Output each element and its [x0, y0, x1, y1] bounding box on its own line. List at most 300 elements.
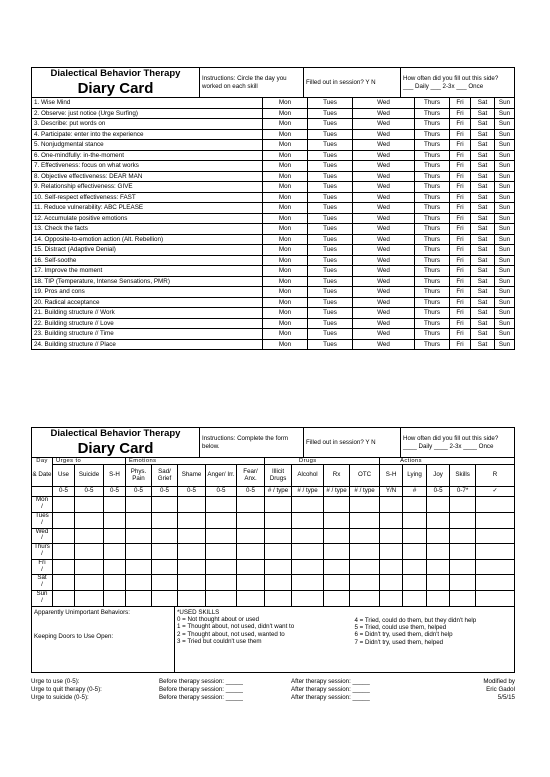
- entry-cell[interactable]: [450, 528, 476, 544]
- skill-day-sat[interactable]: Sat: [471, 318, 495, 329]
- skill-day-thurs[interactable]: Thurs: [415, 297, 450, 308]
- skill-day-sun[interactable]: Sun: [495, 297, 515, 308]
- entry-cell[interactable]: [75, 528, 104, 544]
- skill-day-tues[interactable]: Tues: [308, 150, 353, 161]
- skill-day-fri[interactable]: Fri: [450, 140, 471, 151]
- skill-day-tues[interactable]: Tues: [308, 266, 353, 277]
- skill-day-mon[interactable]: Mon: [263, 224, 308, 235]
- entry-cell[interactable]: [75, 544, 104, 560]
- entry-cell[interactable]: [292, 497, 324, 513]
- skill-day-tues[interactable]: Tues: [308, 297, 353, 308]
- entry-cell[interactable]: [53, 544, 75, 560]
- skill-day-sat[interactable]: Sat: [471, 150, 495, 161]
- skill-day-fri[interactable]: Fri: [450, 318, 471, 329]
- entry-cell[interactable]: [237, 590, 265, 606]
- skill-day-wed[interactable]: Wed: [353, 297, 415, 308]
- skill-day-sat[interactable]: Sat: [471, 161, 495, 172]
- skill-day-sun[interactable]: Sun: [495, 339, 515, 350]
- entry-cell[interactable]: [178, 544, 206, 560]
- skill-day-thurs[interactable]: Thurs: [415, 140, 450, 151]
- entry-cell[interactable]: [75, 559, 104, 575]
- skill-day-fri[interactable]: Fri: [450, 161, 471, 172]
- entry-cell[interactable]: [126, 575, 152, 591]
- skill-day-sun[interactable]: Sun: [495, 161, 515, 172]
- skill-name: 19. Pros and cons: [32, 287, 263, 298]
- entry-cell[interactable]: [265, 590, 292, 606]
- entry-cell[interactable]: [450, 512, 476, 528]
- entry-cell[interactable]: [380, 497, 403, 513]
- entry-cell[interactable]: [450, 544, 476, 560]
- skill-day-mon[interactable]: Mon: [263, 150, 308, 161]
- skill-day-sat[interactable]: Sat: [471, 213, 495, 224]
- entry-cell[interactable]: [292, 575, 324, 591]
- entry-cell[interactable]: [53, 559, 75, 575]
- entry-cell[interactable]: [403, 559, 427, 575]
- entry-cell[interactable]: [427, 559, 450, 575]
- skill-day-sat[interactable]: Sat: [471, 276, 495, 287]
- skill-day-thurs[interactable]: Thurs: [415, 266, 450, 277]
- entry-cell[interactable]: [75, 590, 104, 606]
- entry-cell[interactable]: [427, 512, 450, 528]
- skill-day-sat[interactable]: Sat: [471, 297, 495, 308]
- skill-day-tues[interactable]: Tues: [308, 339, 353, 350]
- skill-day-mon[interactable]: Mon: [263, 245, 308, 256]
- skill-day-sun[interactable]: Sun: [495, 98, 515, 109]
- entry-cell[interactable]: [206, 528, 237, 544]
- entry-cell[interactable]: [206, 575, 237, 591]
- entry-cell[interactable]: [237, 559, 265, 575]
- skill-day-thurs[interactable]: Thurs: [415, 203, 450, 214]
- entry-cell[interactable]: [104, 497, 126, 513]
- skill-day-thurs[interactable]: Thurs: [415, 224, 450, 235]
- skill-day-sun[interactable]: Sun: [495, 192, 515, 203]
- entry-cell[interactable]: [126, 528, 152, 544]
- skill-day-tues[interactable]: Tues: [308, 119, 353, 130]
- entry-cell[interactable]: [427, 528, 450, 544]
- entry-cell[interactable]: [403, 544, 427, 560]
- skill-day-sat[interactable]: Sat: [471, 171, 495, 182]
- skill-day-fri[interactable]: Fri: [450, 108, 471, 119]
- entry-cell[interactable]: [476, 590, 515, 606]
- entry-cell[interactable]: [324, 559, 350, 575]
- skill-day-sun[interactable]: Sun: [495, 276, 515, 287]
- entry-cell[interactable]: [403, 575, 427, 591]
- entry-cell[interactable]: [152, 497, 178, 513]
- skill-day-mon[interactable]: Mon: [263, 98, 308, 109]
- skill-day-sun[interactable]: Sun: [495, 245, 515, 256]
- skill-day-sat[interactable]: Sat: [471, 245, 495, 256]
- entry-cell[interactable]: [104, 512, 126, 528]
- entry-cell[interactable]: [450, 575, 476, 591]
- skill-day-sat[interactable]: Sat: [471, 129, 495, 140]
- skill-day-wed[interactable]: Wed: [353, 213, 415, 224]
- skill-day-mon[interactable]: Mon: [263, 329, 308, 340]
- skill-day-fri[interactable]: Fri: [450, 276, 471, 287]
- skill-day-tues[interactable]: Tues: [308, 255, 353, 266]
- entry-cell[interactable]: [450, 559, 476, 575]
- skill-day-mon[interactable]: Mon: [263, 161, 308, 172]
- skill-day-wed[interactable]: Wed: [353, 171, 415, 182]
- skill-day-fri[interactable]: Fri: [450, 255, 471, 266]
- skill-day-sun[interactable]: Sun: [495, 182, 515, 193]
- skill-day-thurs[interactable]: Thurs: [415, 182, 450, 193]
- entry-cell[interactable]: [53, 528, 75, 544]
- skill-day-fri[interactable]: Fri: [450, 245, 471, 256]
- entry-cell[interactable]: [104, 559, 126, 575]
- skill-day-tues[interactable]: Tues: [308, 234, 353, 245]
- skill-day-sat[interactable]: Sat: [471, 287, 495, 298]
- entry-cell[interactable]: [237, 544, 265, 560]
- entry-cell[interactable]: [237, 497, 265, 513]
- entry-cell[interactable]: [324, 497, 350, 513]
- skill-day-mon[interactable]: Mon: [263, 276, 308, 287]
- skill-day-mon[interactable]: Mon: [263, 182, 308, 193]
- skill-day-mon[interactable]: Mon: [263, 119, 308, 130]
- entry-cell[interactable]: [476, 528, 515, 544]
- skill-day-wed[interactable]: Wed: [353, 276, 415, 287]
- skill-day-sun[interactable]: Sun: [495, 129, 515, 140]
- skill-day-sun[interactable]: Sun: [495, 171, 515, 182]
- entry-cell[interactable]: [403, 512, 427, 528]
- entry-cell[interactable]: [126, 559, 152, 575]
- skill-day-thurs[interactable]: Thurs: [415, 108, 450, 119]
- skill-row: [32, 339, 515, 350]
- skill-day-mon[interactable]: Mon: [263, 297, 308, 308]
- entry-cell[interactable]: [324, 512, 350, 528]
- entry-cell[interactable]: [403, 590, 427, 606]
- skill-day-fri[interactable]: Fri: [450, 129, 471, 140]
- entry-cell[interactable]: [324, 544, 350, 560]
- entry-cell[interactable]: [350, 559, 380, 575]
- entry-cell[interactable]: [350, 512, 380, 528]
- entry-cell[interactable]: [75, 512, 104, 528]
- skill-day-sun[interactable]: Sun: [495, 150, 515, 161]
- skill-day-wed[interactable]: Wed: [353, 119, 415, 130]
- skill-day-wed[interactable]: Wed: [353, 108, 415, 119]
- skill-day-wed[interactable]: Wed: [353, 182, 415, 193]
- before-session[interactable]: Before therapy session: _____: [159, 686, 243, 694]
- entry-cell[interactable]: [237, 575, 265, 591]
- entry-cell[interactable]: [350, 528, 380, 544]
- entry-cell[interactable]: [206, 559, 237, 575]
- entry-cell[interactable]: [206, 590, 237, 606]
- entry-cell[interactable]: [178, 528, 206, 544]
- skill-day-fri[interactable]: Fri: [450, 224, 471, 235]
- entry-cell[interactable]: [265, 528, 292, 544]
- entry-cell[interactable]: [53, 590, 75, 606]
- entry-cell[interactable]: [152, 590, 178, 606]
- skill-day-sat[interactable]: Sat: [471, 329, 495, 340]
- entry-cell[interactable]: [265, 544, 292, 560]
- skill-day-fri[interactable]: Fri: [450, 287, 471, 298]
- skill-day-mon[interactable]: Mon: [263, 213, 308, 224]
- skill-day-mon[interactable]: Mon: [263, 308, 308, 319]
- skill-day-sun[interactable]: Sun: [495, 108, 515, 119]
- entry-cell[interactable]: [292, 590, 324, 606]
- entry-cell[interactable]: [104, 590, 126, 606]
- entry-cell[interactable]: [292, 512, 324, 528]
- skill-day-sun[interactable]: Sun: [495, 266, 515, 277]
- skill-day-fri[interactable]: Fri: [450, 182, 471, 193]
- skill-day-fri[interactable]: Fri: [450, 171, 471, 182]
- entry-cell[interactable]: [265, 559, 292, 575]
- skill-day-tues[interactable]: Tues: [308, 171, 353, 182]
- skill-row: [32, 318, 515, 329]
- skill-day-sat[interactable]: Sat: [471, 203, 495, 214]
- skill-day-sat[interactable]: Sat: [471, 224, 495, 235]
- entry-cell[interactable]: [178, 497, 206, 513]
- skill-day-fri[interactable]: Fri: [450, 192, 471, 203]
- skill-day-tues[interactable]: Tues: [308, 98, 353, 109]
- entry-cell[interactable]: [178, 590, 206, 606]
- entry-cell[interactable]: [380, 559, 403, 575]
- before-session[interactable]: Before therapy session: _____: [159, 694, 243, 702]
- entry-cell[interactable]: [476, 512, 515, 528]
- skill-day-thurs[interactable]: Thurs: [415, 129, 450, 140]
- used-skills-right: [353, 606, 515, 672]
- entry-cell[interactable]: [350, 497, 380, 513]
- skill-day-tues[interactable]: Tues: [308, 287, 353, 298]
- skill-day-fri[interactable]: Fri: [450, 234, 471, 245]
- skill-day-thurs[interactable]: Thurs: [415, 339, 450, 350]
- entry-cell[interactable]: [53, 512, 75, 528]
- skill-day-sat[interactable]: Sat: [471, 266, 495, 277]
- entry-cell[interactable]: [324, 590, 350, 606]
- skill-day-wed[interactable]: Wed: [353, 266, 415, 277]
- entry-cell[interactable]: [403, 497, 427, 513]
- entry-cell[interactable]: [292, 544, 324, 560]
- entry-cell[interactable]: [350, 575, 380, 591]
- skill-day-wed[interactable]: Wed: [353, 192, 415, 203]
- entry-cell[interactable]: [265, 512, 292, 528]
- skill-day-sun[interactable]: Sun: [495, 224, 515, 235]
- entry-cell[interactable]: [427, 590, 450, 606]
- skill-day-sun[interactable]: Sun: [495, 308, 515, 319]
- entry-cell[interactable]: [206, 512, 237, 528]
- entry-cell[interactable]: [427, 575, 450, 591]
- skill-day-sun[interactable]: Sun: [495, 287, 515, 298]
- entry-cell[interactable]: [152, 544, 178, 560]
- entry-cell[interactable]: [450, 497, 476, 513]
- entry-cell[interactable]: [350, 544, 380, 560]
- entry-cell[interactable]: [152, 512, 178, 528]
- skill-day-thurs[interactable]: Thurs: [415, 329, 450, 340]
- skill-day-sat[interactable]: Sat: [471, 234, 495, 245]
- skill-day-tues[interactable]: Tues: [308, 192, 353, 203]
- after-session[interactable]: After therapy session: _____: [291, 686, 370, 694]
- skill-day-mon[interactable]: Mon: [263, 108, 308, 119]
- skill-day-tues[interactable]: Tues: [308, 308, 353, 319]
- entry-cell[interactable]: [104, 544, 126, 560]
- entry-cell[interactable]: [265, 497, 292, 513]
- skill-day-wed[interactable]: Wed: [353, 339, 415, 350]
- skill-day-thurs[interactable]: Thurs: [415, 308, 450, 319]
- skill-day-mon[interactable]: Mon: [263, 203, 308, 214]
- skill-day-mon[interactable]: Mon: [263, 266, 308, 277]
- skill-day-sat[interactable]: Sat: [471, 192, 495, 203]
- skill-day-tues[interactable]: Tues: [308, 245, 353, 256]
- skill-day-tues[interactable]: Tues: [308, 318, 353, 329]
- entry-cell[interactable]: [292, 559, 324, 575]
- skill-day-thurs[interactable]: Thurs: [415, 119, 450, 130]
- entry-cell[interactable]: [403, 528, 427, 544]
- skill-day-thurs[interactable]: Thurs: [415, 245, 450, 256]
- skill-day-thurs[interactable]: Thurs: [415, 255, 450, 266]
- skill-day-fri[interactable]: Fri: [450, 308, 471, 319]
- skill-day-wed[interactable]: Wed: [353, 234, 415, 245]
- entry-cell[interactable]: [152, 575, 178, 591]
- entry-cell[interactable]: [476, 497, 515, 513]
- skill-row: [32, 182, 515, 193]
- skill-day-tues[interactable]: Tues: [308, 276, 353, 287]
- skill-day-sat[interactable]: Sat: [471, 98, 495, 109]
- skill-day-sun[interactable]: Sun: [495, 140, 515, 151]
- entry-cell[interactable]: [75, 575, 104, 591]
- entry-cell[interactable]: [324, 528, 350, 544]
- entry-cell[interactable]: [104, 528, 126, 544]
- entry-cell[interactable]: [476, 575, 515, 591]
- skill-day-fri[interactable]: Fri: [450, 266, 471, 277]
- entry-cell[interactable]: [237, 512, 265, 528]
- entry-cell[interactable]: [324, 575, 350, 591]
- before-session[interactable]: Before therapy session: _____: [159, 678, 243, 685]
- skill-day-tues[interactable]: Tues: [308, 108, 353, 119]
- skill-day-sun[interactable]: Sun: [495, 255, 515, 266]
- entry-cell[interactable]: [126, 497, 152, 513]
- entry-cell[interactable]: [476, 559, 515, 575]
- skill-day-sun[interactable]: Sun: [495, 234, 515, 245]
- skill-day-fri[interactable]: Fri: [450, 297, 471, 308]
- skill-day-mon[interactable]: Mon: [263, 318, 308, 329]
- after-session[interactable]: After therapy session: _____: [291, 678, 370, 685]
- skill-day-sat[interactable]: Sat: [471, 182, 495, 193]
- entry-cell[interactable]: [237, 528, 265, 544]
- skill-day-tues[interactable]: Tues: [308, 224, 353, 235]
- skill-day-mon[interactable]: Mon: [263, 171, 308, 182]
- skill-day-mon[interactable]: Mon: [263, 140, 308, 151]
- entry-cell[interactable]: [380, 544, 403, 560]
- entry-cell[interactable]: [75, 497, 104, 513]
- skill-day-wed[interactable]: Wed: [353, 98, 415, 109]
- after-session[interactable]: After therapy session: _____: [291, 694, 370, 702]
- skill-day-wed[interactable]: Wed: [353, 255, 415, 266]
- skill-day-fri[interactable]: Fri: [450, 329, 471, 340]
- entry-cell[interactable]: [292, 528, 324, 544]
- skill-day-fri[interactable]: Fri: [450, 339, 471, 350]
- skill-day-fri[interactable]: Fri: [450, 119, 471, 130]
- entry-cell[interactable]: [178, 575, 206, 591]
- skill-day-thurs[interactable]: Thurs: [415, 150, 450, 161]
- skill-day-fri[interactable]: Fri: [450, 150, 471, 161]
- skill-day-mon[interactable]: Mon: [263, 234, 308, 245]
- skill-day-tues[interactable]: Tues: [308, 329, 353, 340]
- skill-day-mon[interactable]: Mon: [263, 255, 308, 266]
- skill-day-thurs[interactable]: Thurs: [415, 234, 450, 245]
- skill-day-mon[interactable]: Mon: [263, 287, 308, 298]
- skill-day-tues[interactable]: Tues: [308, 140, 353, 151]
- skill-day-wed[interactable]: Wed: [353, 308, 415, 319]
- skill-day-sat[interactable]: Sat: [471, 140, 495, 151]
- skill-day-wed[interactable]: Wed: [353, 150, 415, 161]
- skill-day-wed[interactable]: Wed: [353, 203, 415, 214]
- entry-cell[interactable]: [126, 512, 152, 528]
- entry-cell[interactable]: [206, 544, 237, 560]
- entry-cell[interactable]: [380, 512, 403, 528]
- skill-day-thurs[interactable]: Thurs: [415, 192, 450, 203]
- entry-cell[interactable]: [53, 575, 75, 591]
- entry-cell[interactable]: [450, 590, 476, 606]
- entry-cell[interactable]: [380, 590, 403, 606]
- skill-row: [32, 98, 515, 109]
- skill-day-thurs[interactable]: Thurs: [415, 213, 450, 224]
- skill-day-tues[interactable]: Tues: [308, 129, 353, 140]
- skill-day-thurs[interactable]: Thurs: [415, 318, 450, 329]
- skill-day-thurs[interactable]: Thurs: [415, 171, 450, 182]
- entry-cell[interactable]: [126, 544, 152, 560]
- skill-day-wed[interactable]: Wed: [353, 129, 415, 140]
- skill-day-wed[interactable]: Wed: [353, 245, 415, 256]
- entry-cell[interactable]: [178, 512, 206, 528]
- skill-day-thurs[interactable]: Thurs: [415, 98, 450, 109]
- skill-day-mon[interactable]: Mon: [263, 192, 308, 203]
- skill-day-tues[interactable]: Tues: [308, 161, 353, 172]
- entry-cell[interactable]: [53, 497, 75, 513]
- skill-day-wed[interactable]: Wed: [353, 140, 415, 151]
- entry-cell[interactable]: [427, 497, 450, 513]
- skill-day-sat[interactable]: Sat: [471, 308, 495, 319]
- skill-day-sat[interactable]: Sat: [471, 339, 495, 350]
- skill-day-tues[interactable]: Tues: [308, 203, 353, 214]
- skill-day-wed[interactable]: Wed: [353, 329, 415, 340]
- skill-day-mon[interactable]: Mon: [263, 129, 308, 140]
- skill-day-sat[interactable]: Sat: [471, 119, 495, 130]
- entry-cell[interactable]: [265, 575, 292, 591]
- skill-day-sun[interactable]: Sun: [495, 203, 515, 214]
- skill-day-tues[interactable]: Tues: [308, 213, 353, 224]
- skill-day-thurs[interactable]: Thurs: [415, 161, 450, 172]
- entry-cell[interactable]: [206, 497, 237, 513]
- entry-cell[interactable]: [126, 590, 152, 606]
- skill-day-sun[interactable]: Sun: [495, 119, 515, 130]
- entry-cell[interactable]: [476, 544, 515, 560]
- entry-cell[interactable]: [427, 544, 450, 560]
- entry-cell[interactable]: [350, 590, 380, 606]
- skill-day-sat[interactable]: Sat: [471, 255, 495, 266]
- skill-day-sat[interactable]: Sat: [471, 108, 495, 119]
- skill-day-fri[interactable]: Fri: [450, 213, 471, 224]
- skill-day-wed[interactable]: Wed: [353, 287, 415, 298]
- entry-cell[interactable]: [152, 559, 178, 575]
- entry-cell[interactable]: [178, 559, 206, 575]
- entry-cell[interactable]: [104, 575, 126, 591]
- skill-day-sun[interactable]: Sun: [495, 329, 515, 340]
- column-header: & Date: [32, 465, 53, 487]
- entry-cell[interactable]: [380, 575, 403, 591]
- skill-day-thurs[interactable]: Thurs: [415, 287, 450, 298]
- skill-day-tues[interactable]: Tues: [308, 182, 353, 193]
- skill-day-fri[interactable]: Fri: [450, 98, 471, 109]
- skill-day-sun[interactable]: Sun: [495, 318, 515, 329]
- entry-cell[interactable]: [380, 528, 403, 544]
- entry-cell[interactable]: [152, 528, 178, 544]
- skill-day-thurs[interactable]: Thurs: [415, 276, 450, 287]
- skill-day-mon[interactable]: Mon: [263, 339, 308, 350]
- skill-day-sun[interactable]: Sun: [495, 213, 515, 224]
- skill-day-fri[interactable]: Fri: [450, 203, 471, 214]
- skill-day-wed[interactable]: Wed: [353, 318, 415, 329]
- skill-day-wed[interactable]: Wed: [353, 224, 415, 235]
- skill-day-wed[interactable]: Wed: [353, 161, 415, 172]
